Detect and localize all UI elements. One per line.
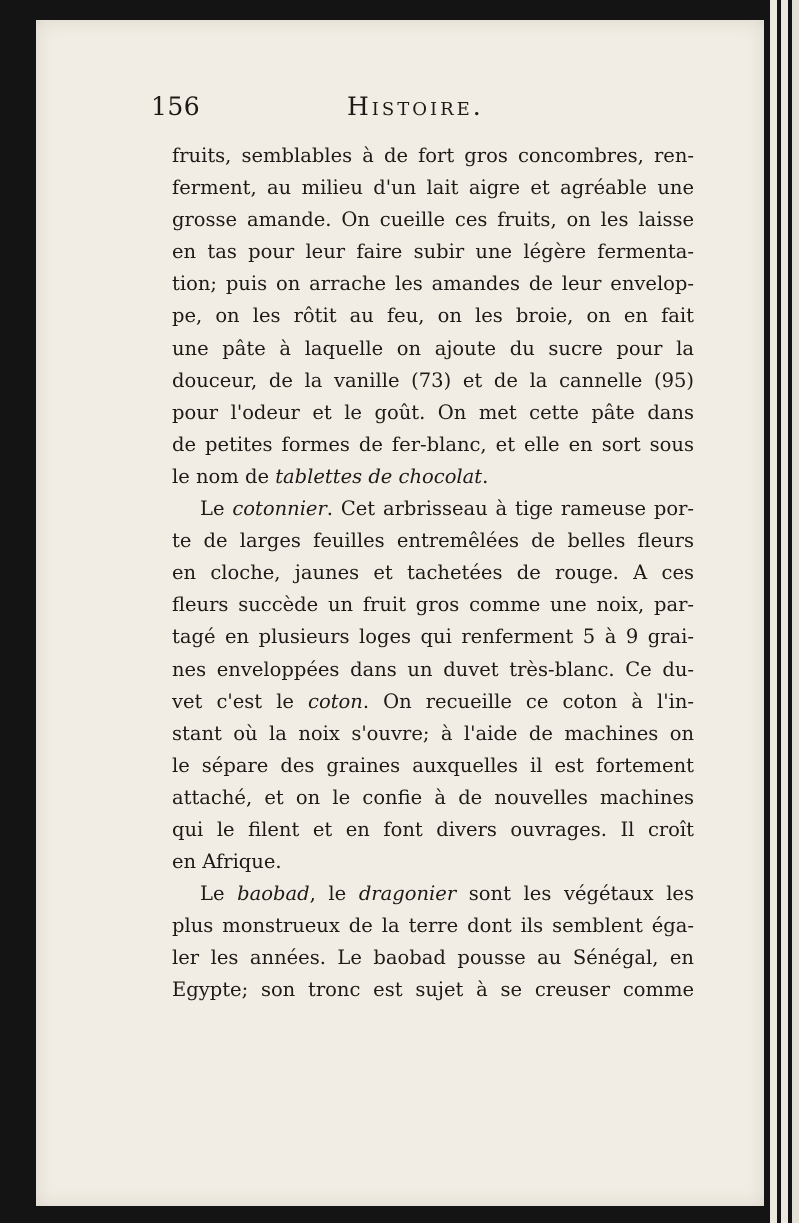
text-line: grosse amande. On cueille ces fruits, on les laisse	[172, 208, 694, 232]
text-line: en tas pour leur faire subir une légère fermenta-	[172, 240, 694, 264]
page-number: 156	[151, 92, 201, 121]
text-line: Egypte; son tronc est sujet à se creuser comme	[172, 978, 694, 1002]
text-line: une pâte à laquelle on ajoute du sucre pour la	[172, 336, 694, 360]
text-line: attaché, et on le confie à de nouvelles machines	[172, 785, 694, 809]
text-line: de petites formes de fer-blanc, et elle en sort sous	[172, 432, 694, 456]
text-line: tion; puis on arrache les amandes de leur envelop-	[172, 272, 694, 296]
text-line: qui le filent et en font divers ouvrages. Il croît	[172, 817, 694, 841]
text-line: Le baobad, le dragonier sont les végétaux les	[200, 882, 694, 906]
text-line: pe, on les rôtit au feu, on les broie, on en fait	[172, 304, 694, 328]
text-line: plus monstrueux de la terre dont ils semblent éga-	[172, 914, 694, 938]
text-line: nes enveloppées dans un duvet très-blanc. Ce du-	[172, 657, 694, 681]
italic-term: tablettes de chocolat	[275, 464, 483, 488]
text-line: en Afrique.	[172, 850, 282, 874]
text-line: Le cotonnier. Cet arbrisseau à tige rameuse por-	[200, 497, 694, 521]
text-line: douceur, de la vanille (73) et de la cannelle (95)	[172, 368, 694, 392]
running-title: Histoire.	[347, 92, 484, 121]
italic-term: cotonnier	[232, 497, 327, 521]
italic-term: coton	[308, 689, 363, 713]
text-line: pour l'odeur et le goût. On met cette pâte dans	[172, 400, 694, 424]
text-line: en cloche, jaunes et tachetées de rouge. A ces	[172, 561, 694, 585]
page-edge-stack	[792, 0, 799, 1223]
page-edge-stack	[770, 0, 777, 1223]
text-line: ler les années. Le baobad pousse au Sénégal, en	[172, 946, 694, 970]
text-line: vet c'est le coton. On recueille ce coton à l'in-	[172, 689, 694, 713]
text-line: ferment, au milieu d'un lait aigre et agréable une	[172, 176, 694, 200]
page-edge-stack	[781, 0, 788, 1223]
text-line: fleurs succède un fruit gros comme une noix, par-	[172, 593, 694, 617]
text-line: te de larges feuilles entremêlées de belles fleurs	[172, 529, 694, 553]
text-line: fruits, semblables à de fort gros concombres, ren-	[172, 144, 694, 167]
italic-term: dragonier	[358, 882, 457, 906]
body-text	[172, 140, 694, 1007]
text-line: le nom de tablettes de chocolat.	[172, 464, 489, 488]
text-line: tagé en plusieurs loges qui renferment 5 à 9 grai-	[172, 625, 694, 649]
text-line: le sépare des graines auxquelles il est fortement	[172, 753, 694, 777]
running-header	[151, 86, 699, 126]
italic-term: baobad	[237, 882, 310, 906]
text-line: stant où la noix s'ouvre; à l'aide de machines on	[172, 721, 694, 745]
